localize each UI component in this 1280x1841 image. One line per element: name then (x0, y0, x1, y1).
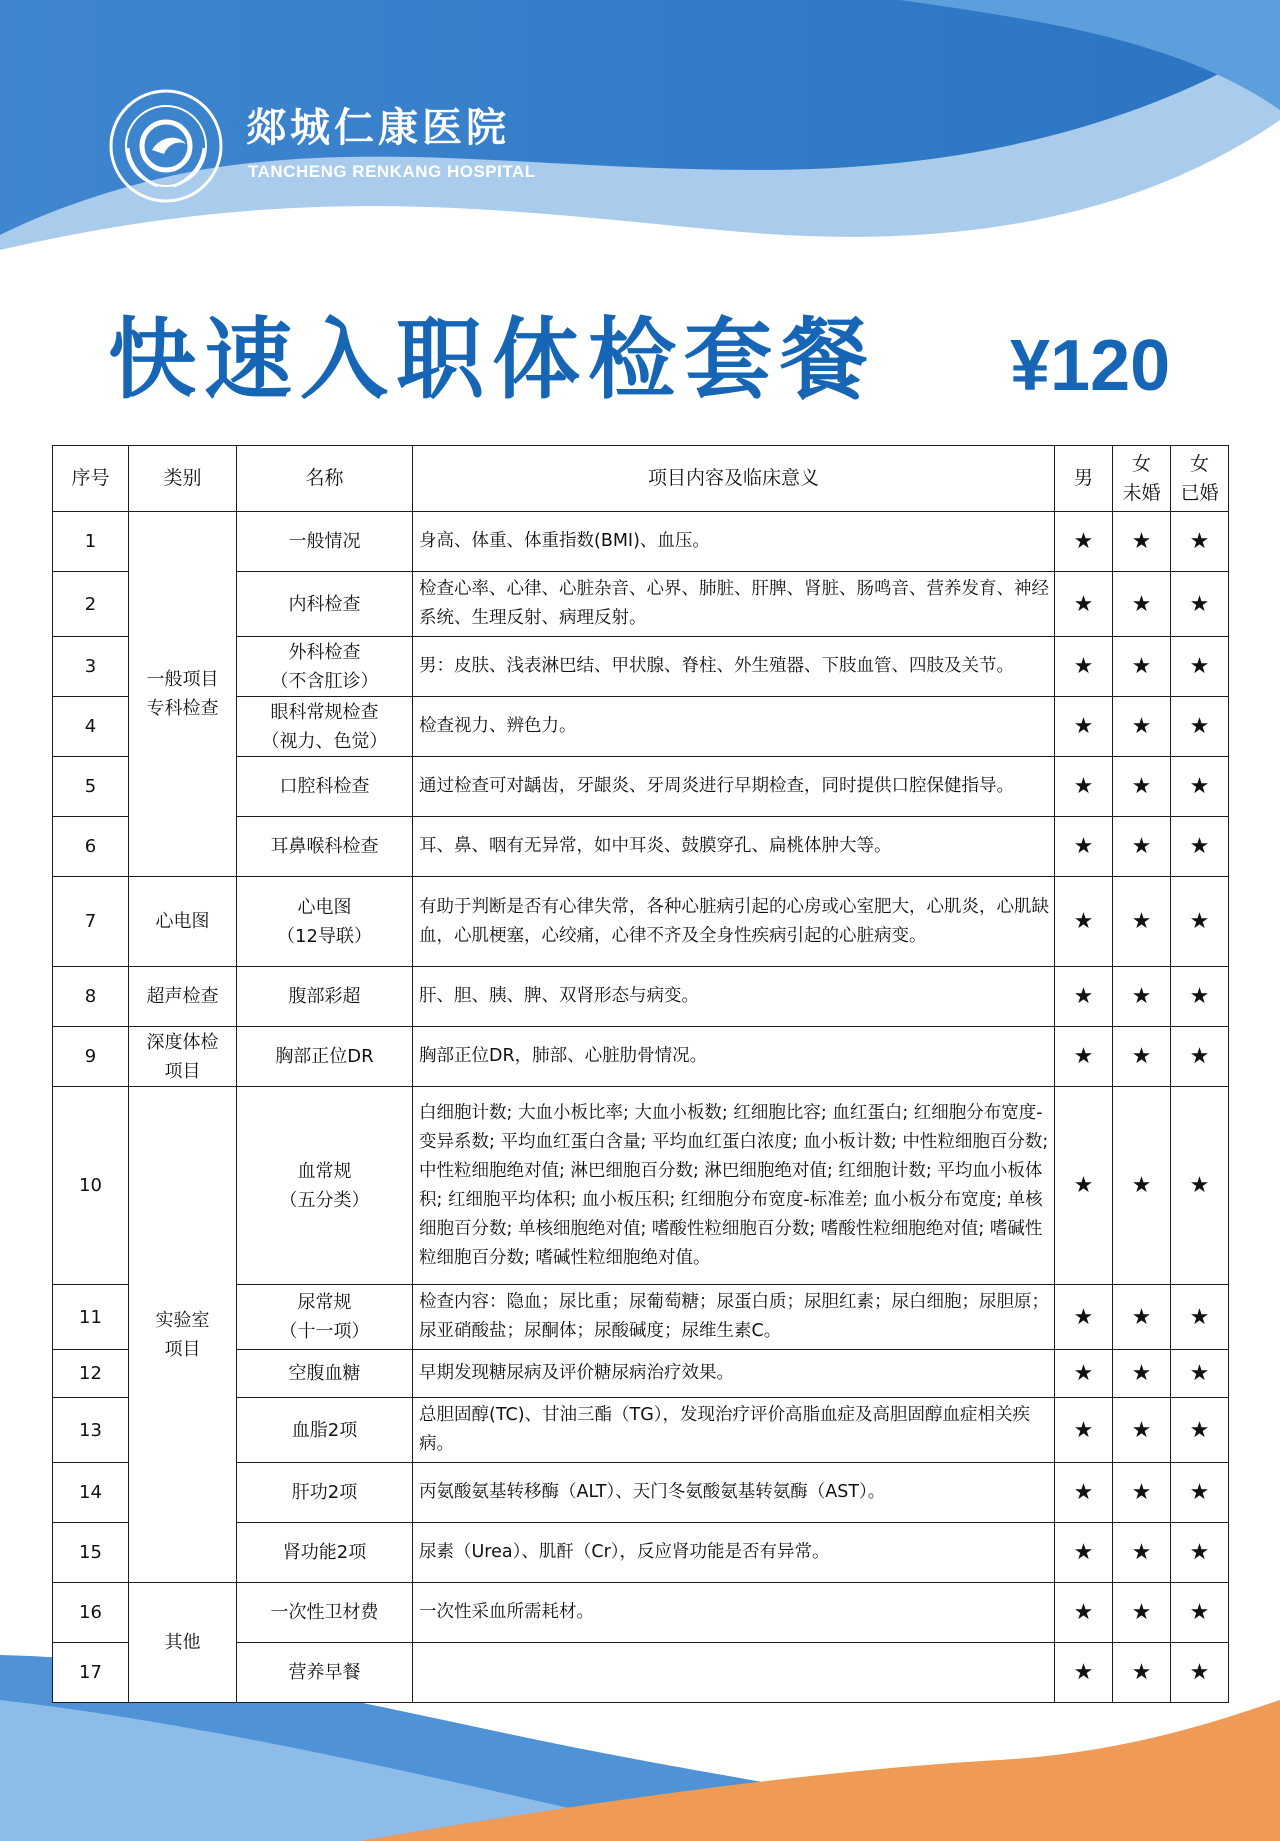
table-row (53, 1583, 1229, 1643)
header-no: 序号 (53, 446, 129, 512)
item-name-line-1: 尿常规 (297, 1292, 352, 1313)
category-cell (129, 967, 237, 1027)
female-unmarried-star: ★ (1113, 1027, 1171, 1087)
row-number: 6 (53, 817, 129, 877)
female-unmarried-star: ★ (1113, 1463, 1171, 1523)
item-content: 尿素（Urea）、肌酐（Cr），反应肾功能是否有异常。 (413, 1523, 1055, 1583)
male-star: ★ (1055, 572, 1113, 637)
item-content: 早期发现糖尿病及评价糖尿病治疗效果。 (413, 1350, 1055, 1398)
female-married-star: ★ (1171, 512, 1229, 572)
item-content: 检查心率、心律、心脏杂音、心界、肺脏、肝脾、肾脏、肠鸣音、营养发育、神经系统、生理反射、病理反射。 (413, 572, 1055, 637)
item-name-line-1: 外科检查 (288, 641, 361, 663)
item-name-cell (237, 1027, 413, 1087)
item-name-cell (237, 1583, 413, 1643)
item-name-line-1: 心电图 (297, 896, 352, 918)
female-unmarried-star: ★ (1113, 572, 1171, 637)
item-content: 丙氨酸氨基转移酶（ALT）、天门冬氨酸氨基转氨酶（AST）。 (413, 1463, 1055, 1523)
item-content: 检查内容：隐血；尿比重；尿葡萄糖；尿蛋白质；尿胆红素；尿白细胞；尿胆原；尿亚硝酸盐；尿酮体；尿酸碱度；尿维生素C。 (413, 1285, 1055, 1350)
item-name-line-1: 肝功2项 (291, 1482, 358, 1503)
table-header-row (53, 446, 1229, 512)
header-female-married: 女 已婚 (1171, 446, 1229, 512)
table-row (53, 1087, 1229, 1285)
male-star: ★ (1055, 1643, 1113, 1703)
male-star: ★ (1055, 817, 1113, 877)
female-unmarried-star: ★ (1113, 1583, 1171, 1643)
female-married-star: ★ (1171, 877, 1229, 967)
item-name-cell (237, 1087, 413, 1285)
item-content: 胸部正位DR，肺部、心脏肋骨情况。 (413, 1027, 1055, 1087)
item-name-line-1: 肾功能2项 (282, 1542, 367, 1563)
header-content: 项目内容及临床意义 (413, 446, 1055, 512)
female-unmarried-star: ★ (1113, 817, 1171, 877)
item-name-line-2: （五分类） (279, 1189, 370, 1211)
item-name-line-2: （12导联） (277, 925, 372, 947)
item-name-cell (237, 512, 413, 572)
item-name-cell (237, 877, 413, 967)
item-name-cell (237, 967, 413, 1027)
item-name-line-1: 空腹血糖 (288, 1363, 361, 1384)
female-married-star: ★ (1171, 1027, 1229, 1087)
row-number: 4 (53, 697, 129, 757)
male-star: ★ (1055, 877, 1113, 967)
male-star: ★ (1055, 637, 1113, 697)
row-number: 7 (53, 877, 129, 967)
hospital-logo (108, 88, 224, 204)
category-line-2: 项目 (164, 1338, 201, 1360)
item-name-cell (237, 1523, 413, 1583)
female-unmarried-star: ★ (1113, 1285, 1171, 1350)
male-star: ★ (1055, 512, 1113, 572)
category-line-1: 其他 (164, 1632, 201, 1653)
item-content: 耳、鼻、咽有无异常，如中耳炎、鼓膜穿孔、扁桃体肿大等。 (413, 817, 1055, 877)
table-row (53, 1027, 1229, 1087)
item-name-cell (237, 1463, 413, 1523)
male-star: ★ (1055, 1285, 1113, 1350)
item-name-line-1: 耳鼻喉科检查 (270, 836, 379, 857)
male-star: ★ (1055, 1027, 1113, 1087)
female-married-star: ★ (1171, 1285, 1229, 1350)
female-married-star: ★ (1171, 1398, 1229, 1463)
header-male: 男 (1055, 446, 1113, 512)
row-number: 17 (53, 1643, 129, 1703)
item-content: 白细胞计数; 大血小板比率; 大血小板数; 红细胞比容; 血红蛋白; 红细胞分布宽度-变异系数; 平均血红蛋白含量; 平均血红蛋白浓度; 血小板计数; 中性粒细胞百分数; 中性粒细胞绝对值; 淋巴细胞百分数; 淋巴细胞绝对值; 红细胞计数; 平均血小板体积; 红细胞平均体积; 血小板压积; 红细胞分布宽度-标准差; 血小板分布宽度; 单核细胞百分数; 单核细胞绝对值; 嗜酸性粒细胞百分数; 嗜酸性粒细胞绝对值; 嗜碱性粒细胞百分数; 嗜碱性粒细胞绝对值。 (413, 1087, 1055, 1285)
item-name-cell (237, 1398, 413, 1463)
item-content: 身高、体重、体重指数(BMI)、血压。 (413, 512, 1055, 572)
female-married-star: ★ (1171, 1523, 1229, 1583)
row-number: 2 (53, 572, 129, 637)
female-unmarried-star: ★ (1113, 757, 1171, 817)
category-cell (129, 877, 237, 967)
item-name-line-1: 一次性卫材费 (270, 1602, 379, 1623)
female-unmarried-star: ★ (1113, 697, 1171, 757)
item-name-cell (237, 572, 413, 637)
male-star: ★ (1055, 1463, 1113, 1523)
category-line-1: 一般项目 (146, 669, 219, 690)
female-unmarried-star: ★ (1113, 967, 1171, 1027)
item-name-line-1: 眼科常规检查 (270, 701, 379, 723)
category-line-1: 心电图 (155, 911, 210, 932)
male-star: ★ (1055, 757, 1113, 817)
female-married-star: ★ (1171, 1087, 1229, 1285)
female-married-star: ★ (1171, 1643, 1229, 1703)
row-number: 12 (53, 1350, 129, 1398)
item-name-line-1: 血脂2项 (291, 1419, 358, 1441)
category-line-2: 项目 (164, 1060, 201, 1082)
item-name-line-1: 一般情况 (288, 531, 361, 552)
item-content: 总胆固醇(TC)、甘油三酯（TG），发现治疗评价高脂血症及高胆固醇血症相关疾病。 (413, 1398, 1055, 1463)
hospital-name-cn: 郯城仁康医院 (246, 105, 510, 151)
category-line-1: 深度体检 (146, 1031, 219, 1053)
item-name-line-2: （十一项） (279, 1321, 370, 1342)
item-content: 有助于判断是否有心律失常，各种心脏病引起的心房或心室肥大，心肌炎，心肌缺血，心肌梗塞，心绞痛，心律不齐及全身性疾病引起的心脏病变。 (413, 877, 1055, 967)
item-name-cell (237, 817, 413, 877)
table-row (53, 512, 1229, 572)
item-name-cell (237, 1285, 413, 1350)
row-number: 3 (53, 637, 129, 697)
row-number: 1 (53, 512, 129, 572)
package-price: ¥120 (1010, 326, 1171, 406)
male-star: ★ (1055, 1087, 1113, 1285)
item-content: 通过检查可对龋齿，牙龈炎、牙周炎进行早期检查，同时提供口腔保健指导。 (413, 757, 1055, 817)
female-married-star: ★ (1171, 1583, 1229, 1643)
category-line-2: 专科检查 (146, 698, 219, 719)
male-star: ★ (1055, 1350, 1113, 1398)
female-unmarried-star: ★ (1113, 1350, 1171, 1398)
female-unmarried-star: ★ (1113, 877, 1171, 967)
male-star: ★ (1055, 1523, 1113, 1583)
header-female-unmarried: 女 未婚 (1113, 446, 1171, 512)
item-name-cell (237, 697, 413, 757)
row-number: 11 (53, 1285, 129, 1350)
female-married-star: ★ (1171, 757, 1229, 817)
item-name-line-1: 口腔科检查 (279, 776, 370, 797)
header-name: 名称 (237, 446, 413, 512)
category-cell (129, 1027, 237, 1087)
row-number: 5 (53, 757, 129, 817)
table-row (53, 967, 1229, 1027)
female-unmarried-star: ★ (1113, 1087, 1171, 1285)
female-married-star: ★ (1171, 572, 1229, 637)
female-unmarried-star: ★ (1113, 1643, 1171, 1703)
category-line-1: 实验室 (155, 1309, 210, 1331)
item-name-line-1: 腹部彩超 (288, 986, 361, 1007)
item-name-line-2: （视力、色觉） (261, 730, 388, 752)
female-unmarried-star: ★ (1113, 1398, 1171, 1463)
female-married-star: ★ (1171, 1350, 1229, 1398)
item-name-cell (237, 637, 413, 697)
male-star: ★ (1055, 1583, 1113, 1643)
row-number: 9 (53, 1027, 129, 1087)
category-cell (129, 1087, 237, 1583)
item-content: 男：皮肤、浅表淋巴结、甲状腺、脊柱、外生殖器、下肢血管、四肢及关节。 (413, 637, 1055, 697)
hospital-name-en: TANCHENG RENKANG HOSPITAL (248, 162, 536, 181)
item-name-line-1: 胸部正位DR (275, 1046, 374, 1067)
female-unmarried-star: ★ (1113, 1523, 1171, 1583)
category-cell (129, 512, 237, 877)
row-number: 15 (53, 1523, 129, 1583)
female-married-star: ★ (1171, 817, 1229, 877)
male-star: ★ (1055, 967, 1113, 1027)
item-content: 一次性采血所需耗材。 (413, 1583, 1055, 1643)
row-number: 14 (53, 1463, 129, 1523)
table-row (53, 877, 1229, 967)
male-star: ★ (1055, 697, 1113, 757)
male-star: ★ (1055, 1398, 1113, 1463)
item-name-line-1: 营养早餐 (288, 1662, 361, 1683)
female-unmarried-star: ★ (1113, 637, 1171, 697)
female-unmarried-star: ★ (1113, 512, 1171, 572)
item-name-line-1: 内科检查 (288, 593, 361, 615)
category-cell (129, 1583, 237, 1703)
female-married-star: ★ (1171, 967, 1229, 1027)
item-content: 肝、胆、胰、脾、双肾形态与病变。 (413, 967, 1055, 1027)
header-category: 类别 (129, 446, 237, 512)
row-number: 16 (53, 1583, 129, 1643)
item-name-line-2: （不含肛诊） (270, 670, 379, 692)
item-name-cell (237, 1643, 413, 1703)
row-number: 8 (53, 967, 129, 1027)
item-content: 检查视力、辨色力。 (413, 697, 1055, 757)
row-number: 13 (53, 1398, 129, 1463)
item-name-cell (237, 1350, 413, 1398)
category-line-1: 超声检查 (146, 986, 219, 1007)
item-name-line-1: 血常规 (297, 1160, 352, 1182)
package-title: 快速入职体检套餐 (108, 308, 877, 411)
row-number: 10 (53, 1087, 129, 1285)
package-table (52, 445, 1229, 1703)
female-married-star: ★ (1171, 637, 1229, 697)
female-married-star: ★ (1171, 1463, 1229, 1523)
item-content (413, 1643, 1055, 1703)
female-married-star: ★ (1171, 697, 1229, 757)
item-name-cell (237, 757, 413, 817)
